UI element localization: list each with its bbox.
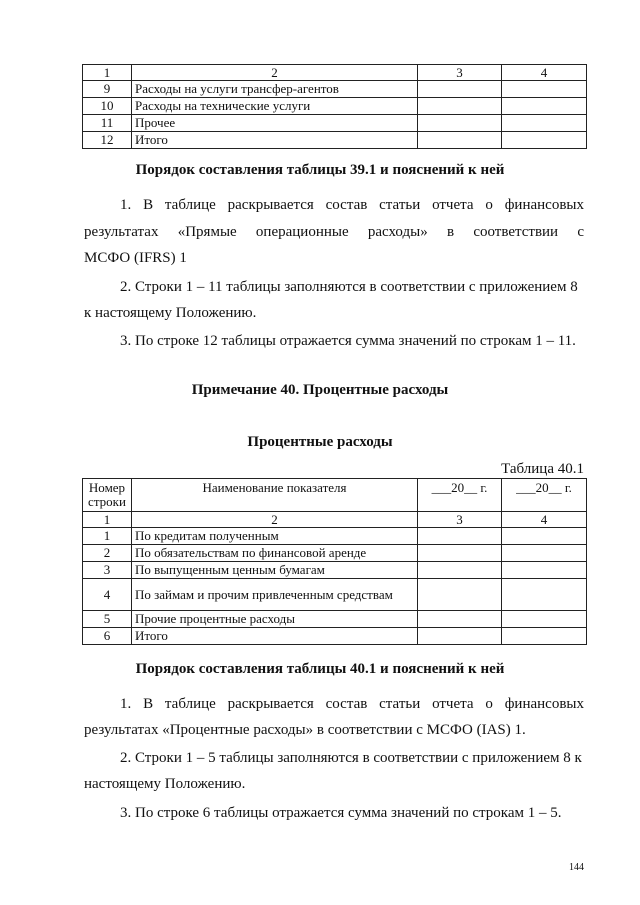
table-row (83, 562, 587, 579)
table-title: Процентные расходы (247, 434, 393, 450)
value-cell (502, 528, 587, 545)
table-row (83, 98, 587, 115)
paragraph-line: 1. В таблице раскрывается состав статьи отчета о финансовых (120, 696, 584, 712)
table-row (83, 611, 587, 628)
paragraph-line: к настоящему Положению. (84, 305, 257, 321)
paragraph-line: 3. По строке 6 таблицы отражается сумма значений по строкам 1 – 5. (120, 805, 562, 821)
value-cell (502, 81, 587, 98)
table-header-row (83, 479, 587, 512)
table-row (83, 115, 587, 132)
row-name: Прочее (132, 115, 418, 132)
paragraph-line: 3. По строке 12 таблицы отражается сумма значений по строкам 1 – 11. (120, 333, 576, 349)
table-40-1 (82, 478, 587, 645)
column-number: 1 (83, 512, 132, 528)
section-heading: Порядок составления таблицы 40.1 и пояснений к ней (135, 661, 505, 677)
value-cell (418, 132, 502, 149)
row-number: 3 (83, 562, 132, 579)
paragraph-line: МСФО (IFRS) 1 (84, 250, 187, 266)
paragraph-line: 1. В таблице раскрывается состав статьи отчета о финансовых (120, 197, 584, 213)
row-name: Прочие процентные расходы (132, 611, 418, 628)
page-number: 144 (569, 862, 584, 873)
table-label: Таблица 40.1 (501, 461, 584, 477)
value-cell (418, 528, 502, 545)
column-number: 1 (83, 65, 132, 81)
value-cell (418, 562, 502, 579)
row-name: Итого (132, 132, 418, 149)
paragraph-line: 2. Строки 1 – 11 таблицы заполняются в соответствии с приложением 8 (120, 279, 578, 295)
row-name: По выпущенным ценным бумагам (132, 562, 418, 579)
header-number: Номер строки (83, 479, 132, 512)
row-number: 9 (83, 81, 132, 98)
paragraph-line: настоящему Положению. (84, 776, 246, 792)
row-number: 6 (83, 628, 132, 645)
row-name: Итого (132, 628, 418, 645)
column-number-row (83, 512, 587, 528)
value-cell (418, 579, 502, 611)
paragraph-line: 2. Строки 1 – 5 таблицы заполняются в соответствии с приложением 8 к (120, 750, 582, 766)
value-cell (502, 545, 587, 562)
column-number: 3 (418, 65, 502, 81)
table-row (83, 579, 587, 611)
value-cell (502, 132, 587, 149)
table-header-row (83, 65, 587, 81)
row-name: Расходы на услуги трансфер-агентов (132, 81, 418, 98)
row-number: 4 (83, 579, 132, 611)
header-name: Наименование показателя (132, 479, 418, 512)
paragraph-line: результатах «Прямые операционные расходы» в соответствии с (84, 224, 584, 240)
column-number: 2 (132, 65, 418, 81)
section-heading: Порядок составления таблицы 39.1 и пояснений к ней (135, 162, 505, 178)
row-name: По займам и прочим привлеченным средствам (132, 579, 418, 611)
row-name: По кредитам полученным (132, 528, 418, 545)
value-cell (418, 81, 502, 98)
row-number: 5 (83, 611, 132, 628)
table-row (83, 528, 587, 545)
header-period: ___20__ г. (502, 479, 587, 512)
table-row (83, 132, 587, 149)
header-period: ___20__ г. (418, 479, 502, 512)
table-39-1 (82, 64, 587, 149)
table-row (83, 81, 587, 98)
row-number: 12 (83, 132, 132, 149)
row-name: Расходы на технические услуги (132, 98, 418, 115)
value-cell (418, 545, 502, 562)
column-number: 4 (502, 65, 587, 81)
value-cell (418, 98, 502, 115)
row-number: 1 (83, 528, 132, 545)
value-cell (502, 628, 587, 645)
column-number: 2 (132, 512, 418, 528)
value-cell (418, 611, 502, 628)
table-row (83, 545, 587, 562)
column-number: 3 (418, 512, 502, 528)
value-cell (502, 562, 587, 579)
value-cell (502, 115, 587, 132)
paragraph-line: результатах «Процентные расходы» в соответствии с МСФО (IAS) 1. (84, 722, 526, 738)
row-number: 11 (83, 115, 132, 132)
row-name: По обязательствам по финансовой аренде (132, 545, 418, 562)
value-cell (418, 628, 502, 645)
note-heading: Примечание 40. Процентные расходы (191, 382, 449, 398)
table-row (83, 628, 587, 645)
row-number: 2 (83, 545, 132, 562)
column-number: 4 (502, 512, 587, 528)
value-cell (502, 98, 587, 115)
row-number: 10 (83, 98, 132, 115)
value-cell (502, 611, 587, 628)
value-cell (502, 579, 587, 611)
value-cell (418, 115, 502, 132)
